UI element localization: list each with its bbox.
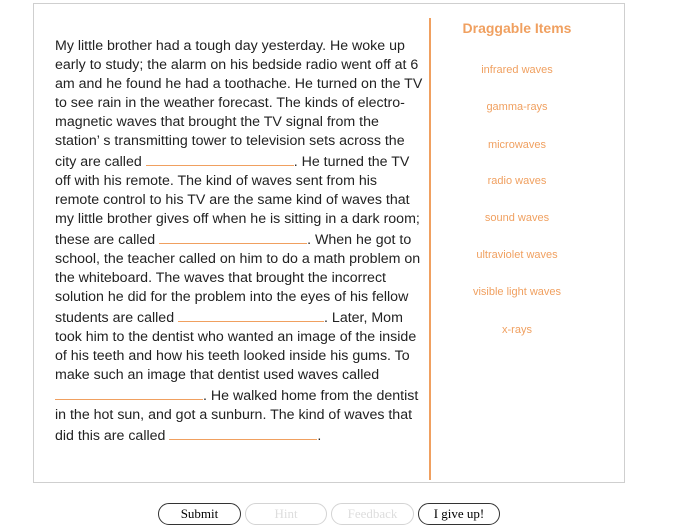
draggable-item-radio-waves[interactable]: radio waves [487, 175, 547, 187]
drop-blank-1[interactable] [146, 151, 294, 166]
submit-button[interactable]: Submit [158, 503, 241, 525]
draggable-item-gamma-rays[interactable]: gamma-rays [486, 101, 548, 113]
passage-segment-3: . When he got to school, the teacher called on him to do a math problem on the whiteboard. The waves that brought the incorrect solution he did for the problem into the eyes of his fellow students are called [55, 232, 421, 326]
draggable-items-title: Draggable Items [462, 20, 572, 36]
draggable-item-microwaves[interactable]: microwaves [487, 139, 547, 151]
drop-blank-2[interactable] [159, 229, 307, 244]
draggable-item-x-rays[interactable]: x-rays [502, 324, 532, 336]
passage-segment-1: My little brother had a tough day yesterday. He woke up early to study; the alarm on his bedside radio went off at 6 am and he found he had a toothache. He turned on the TV to see rain in the weather forecast. The kinds of electro- magnetic waves that brought the TV signal from the station’ s transmitting tower to television sets across the city are called [55, 38, 423, 170]
passage-text [55, 37, 423, 446]
drop-blank-4[interactable] [55, 385, 203, 400]
drop-blank-5[interactable] [169, 425, 317, 440]
passage-segment-5: . He walked home from the dentist in the hot sun, and got a sunburn. The kind of waves that did this are called [55, 388, 419, 444]
draggable-item-ultraviolet-waves[interactable]: ultraviolet waves [476, 249, 558, 261]
give-up-button[interactable]: I give up! [418, 503, 500, 525]
hint-button[interactable]: Hint [245, 503, 327, 525]
drop-blank-3[interactable] [178, 307, 324, 322]
passage-segment-4: . Later, Mom took him to the dentist who wanted an image of the inside of his teeth and how his teeth looked inside his gums. To make such an image that dentist used waves called [55, 310, 417, 383]
draggable-item-visible-light-waves[interactable]: visible light waves [472, 286, 562, 298]
feedback-button[interactable]: Feedback [331, 503, 414, 525]
passage-segment-6: . [317, 428, 322, 444]
exercise-panel [33, 3, 625, 483]
passage-segment-2: . He turned the TV off with his remote. The kind of waves sent from his remote control to his TV are the same kind of waves that my little brother gives off when he is sitting in a dark room; these are called [55, 154, 420, 248]
column-divider [429, 18, 431, 480]
draggable-item-sound-waves[interactable]: sound waves [484, 212, 550, 224]
draggable-item-infrared-waves[interactable]: infrared waves [481, 64, 553, 76]
